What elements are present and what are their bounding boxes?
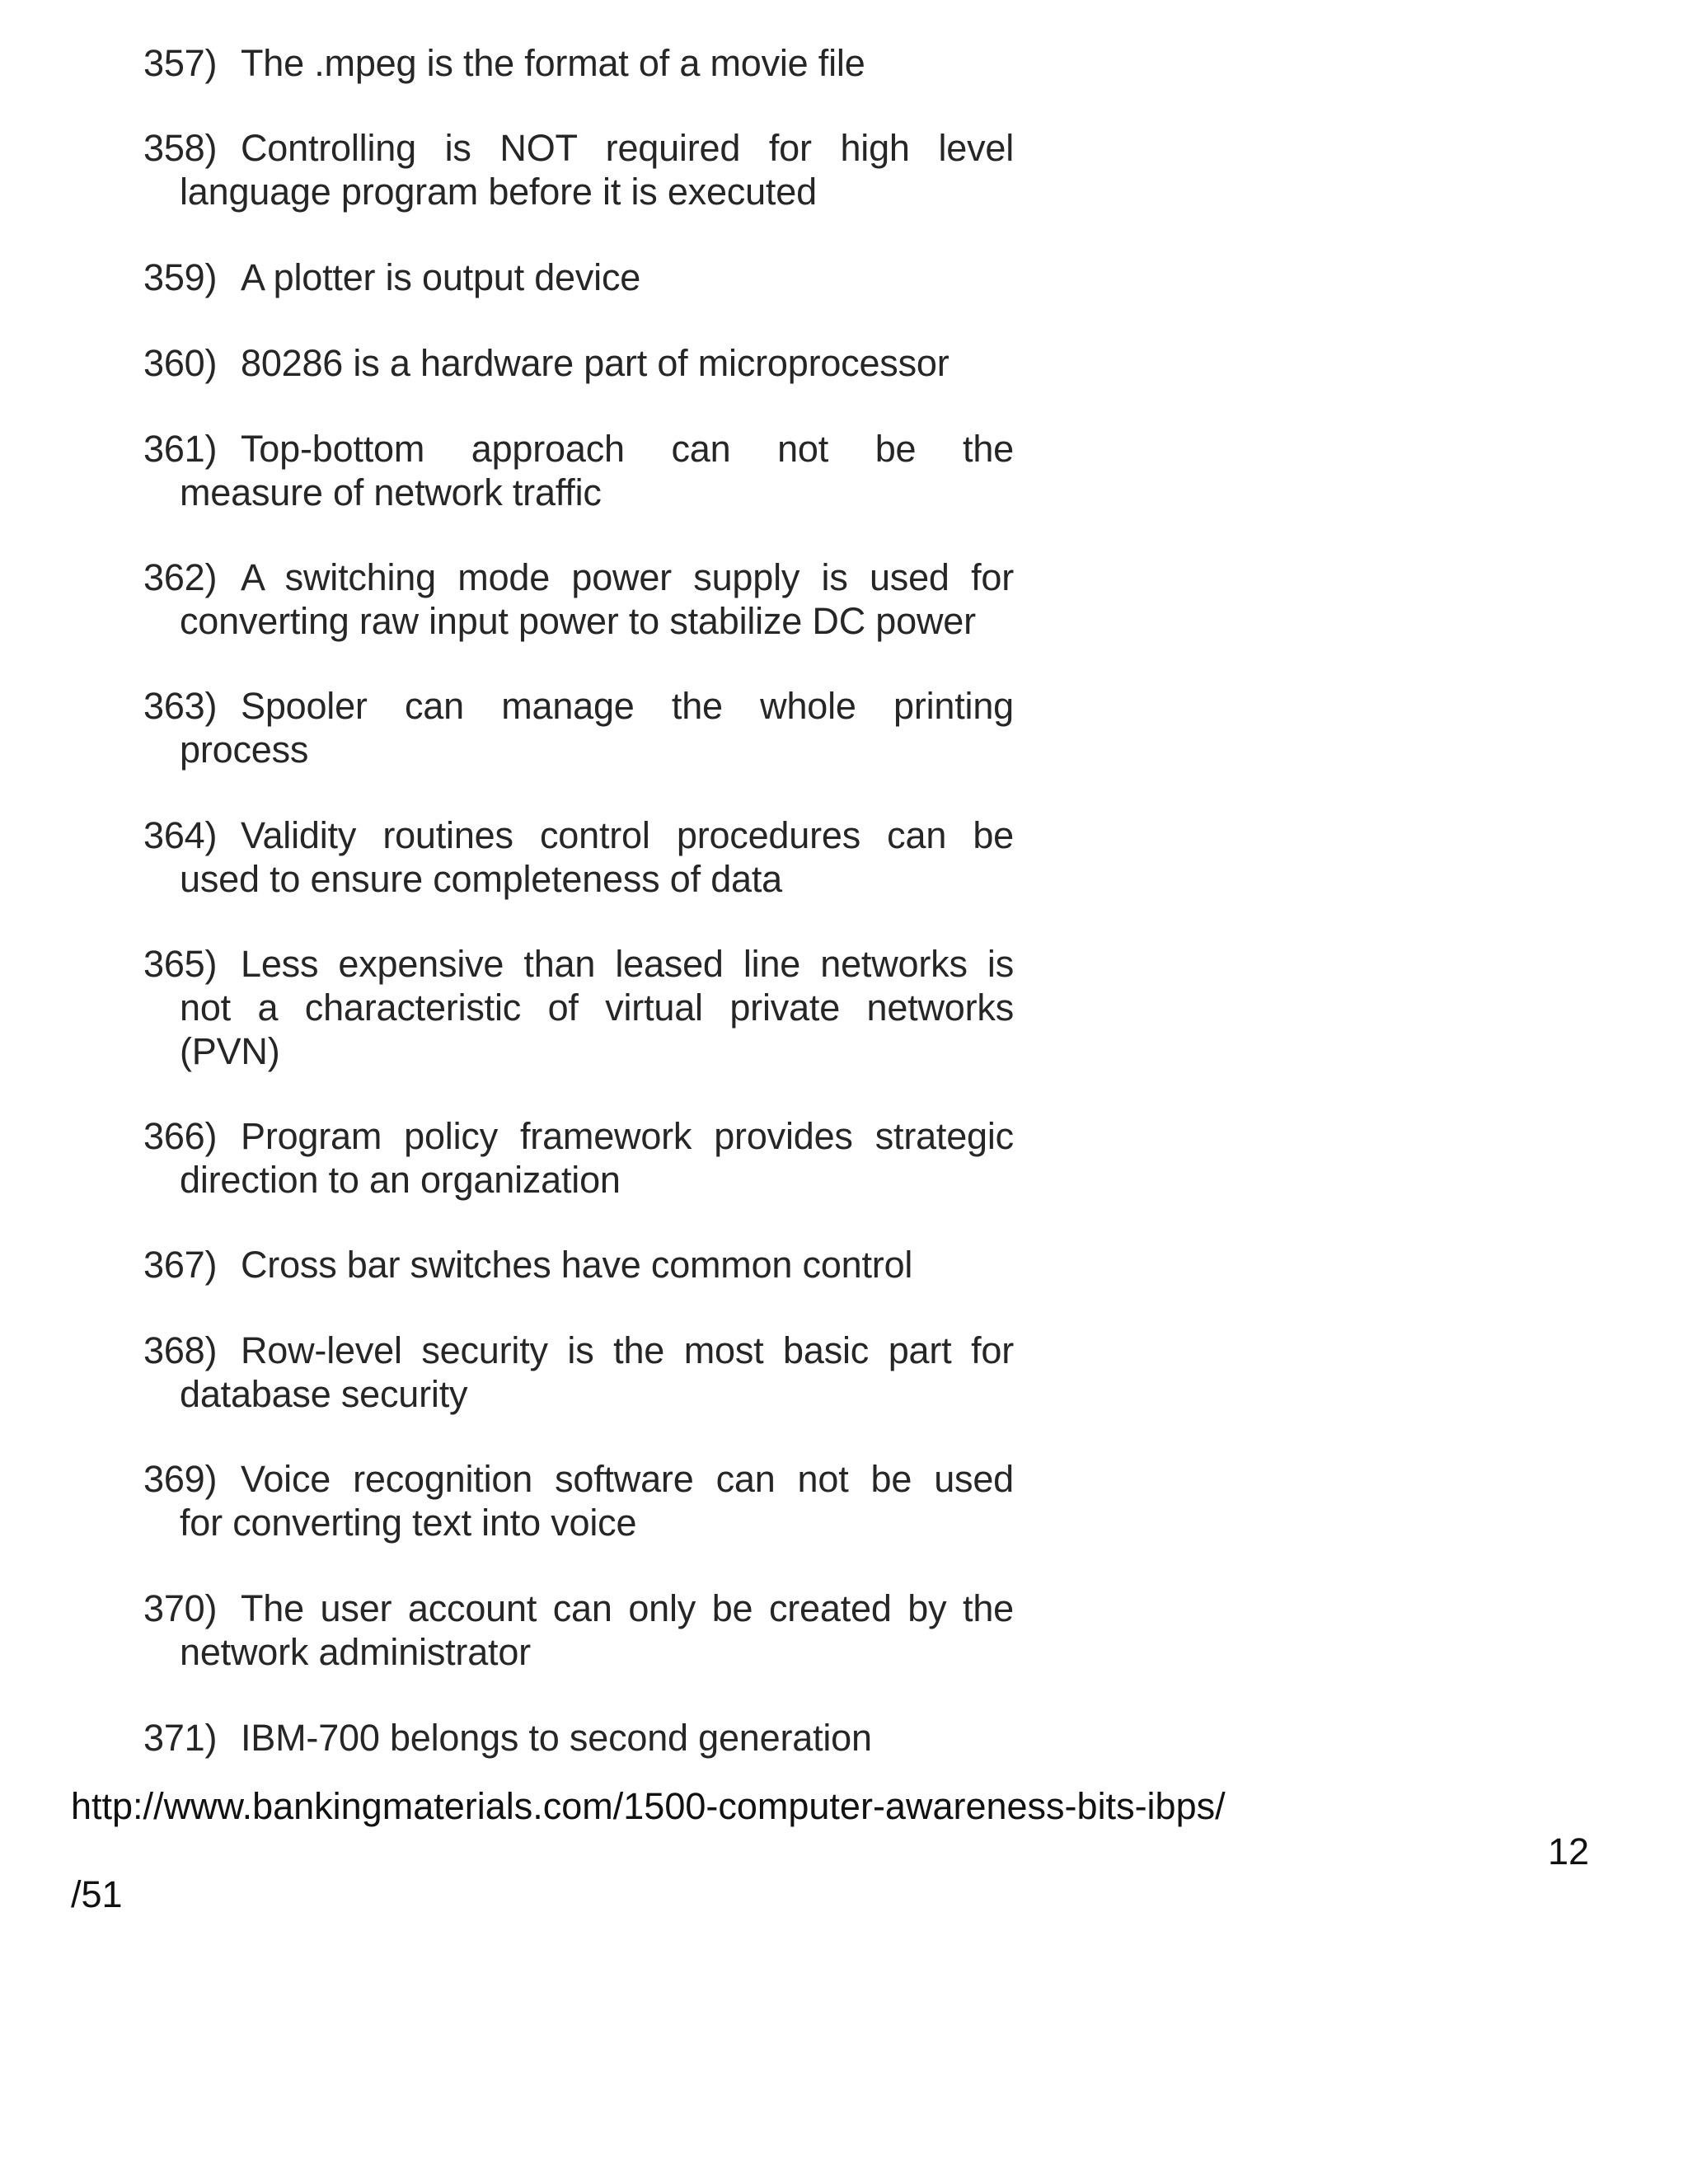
list-item	[143, 255, 1014, 299]
page-number: 12	[1547, 1830, 1589, 1872]
item-text: The user account can only be created by the	[241, 1587, 1014, 1629]
item-text: Program policy framework provides strategic	[241, 1115, 1014, 1157]
item-text: The .mpeg is the format of a movie file	[241, 42, 865, 84]
list-item	[143, 1457, 1014, 1544]
item-text: measure of network traffic	[180, 471, 602, 513]
list-item	[143, 427, 1014, 514]
list-item	[143, 555, 1014, 643]
item-text: Row-level security is the most basic part for	[241, 1329, 1014, 1371]
item-number: 364)	[143, 814, 218, 856]
item-number: 357)	[143, 42, 218, 84]
item-text: language program before it is executed	[180, 171, 817, 213]
list-item	[143, 684, 1014, 771]
item-number: 358)	[143, 127, 218, 169]
item-text: used to ensure completeness of data	[180, 858, 782, 900]
item-text: IBM-700 belongs to second generation	[241, 1717, 872, 1759]
item-text: Cross bar switches have common control	[241, 1244, 913, 1286]
list-item	[143, 41, 1014, 85]
item-text: for converting text into voice	[180, 1502, 637, 1544]
item-text: Voice recognition software can not be used	[241, 1458, 1014, 1500]
item-text: Controlling is NOT required for high level	[241, 127, 1014, 169]
item-text: direction to an organization	[180, 1159, 621, 1201]
item-number: 365)	[143, 943, 218, 985]
item-number: 371)	[143, 1717, 218, 1759]
list-item	[143, 1716, 1014, 1760]
item-number: 360)	[143, 342, 218, 384]
list-item	[143, 942, 1014, 1073]
item-text: A plotter is output device	[241, 256, 641, 298]
item-number: 361)	[143, 428, 218, 470]
list-item	[143, 1586, 1014, 1674]
item-text: 80286 is a hardware part of microprocessor	[241, 342, 950, 384]
list-item	[143, 341, 1014, 385]
item-text: A switching mode power supply is used for	[241, 556, 1014, 598]
list-item	[143, 1329, 1014, 1416]
list-item	[143, 1114, 1014, 1202]
item-text: network administrator	[180, 1631, 531, 1673]
item-text: database security	[180, 1373, 468, 1415]
list-item	[143, 126, 1014, 213]
item-number: 363)	[143, 685, 218, 727]
item-text: process	[180, 729, 309, 771]
item-text: Top-bottom approach can not be the	[241, 428, 1014, 470]
item-text: Validity routines control procedures can be	[241, 814, 1014, 856]
item-text: converting raw input power to stabilize DC power	[180, 600, 976, 642]
list-item	[143, 813, 1014, 901]
footer-url-link[interactable]: http://www.bankingmaterials.com/1500-computer-awareness-bits-ibps/	[71, 1785, 1226, 1827]
item-number: 362)	[143, 556, 218, 598]
item-text: Spooler can manage the whole printing	[241, 685, 1014, 727]
list-item	[143, 1243, 1014, 1286]
page-total: /51	[71, 1873, 123, 1915]
item-number: 370)	[143, 1587, 218, 1629]
item-text: (PVN)	[180, 1030, 280, 1072]
item-text: Less expensive than leased line networks is	[241, 943, 1014, 985]
item-number: 366)	[143, 1115, 218, 1157]
item-number: 359)	[143, 256, 218, 298]
item-text: not a characteristic of virtual private networks	[180, 987, 1014, 1029]
item-number: 368)	[143, 1329, 218, 1371]
item-number: 369)	[143, 1458, 218, 1500]
item-number: 367)	[143, 1244, 218, 1286]
